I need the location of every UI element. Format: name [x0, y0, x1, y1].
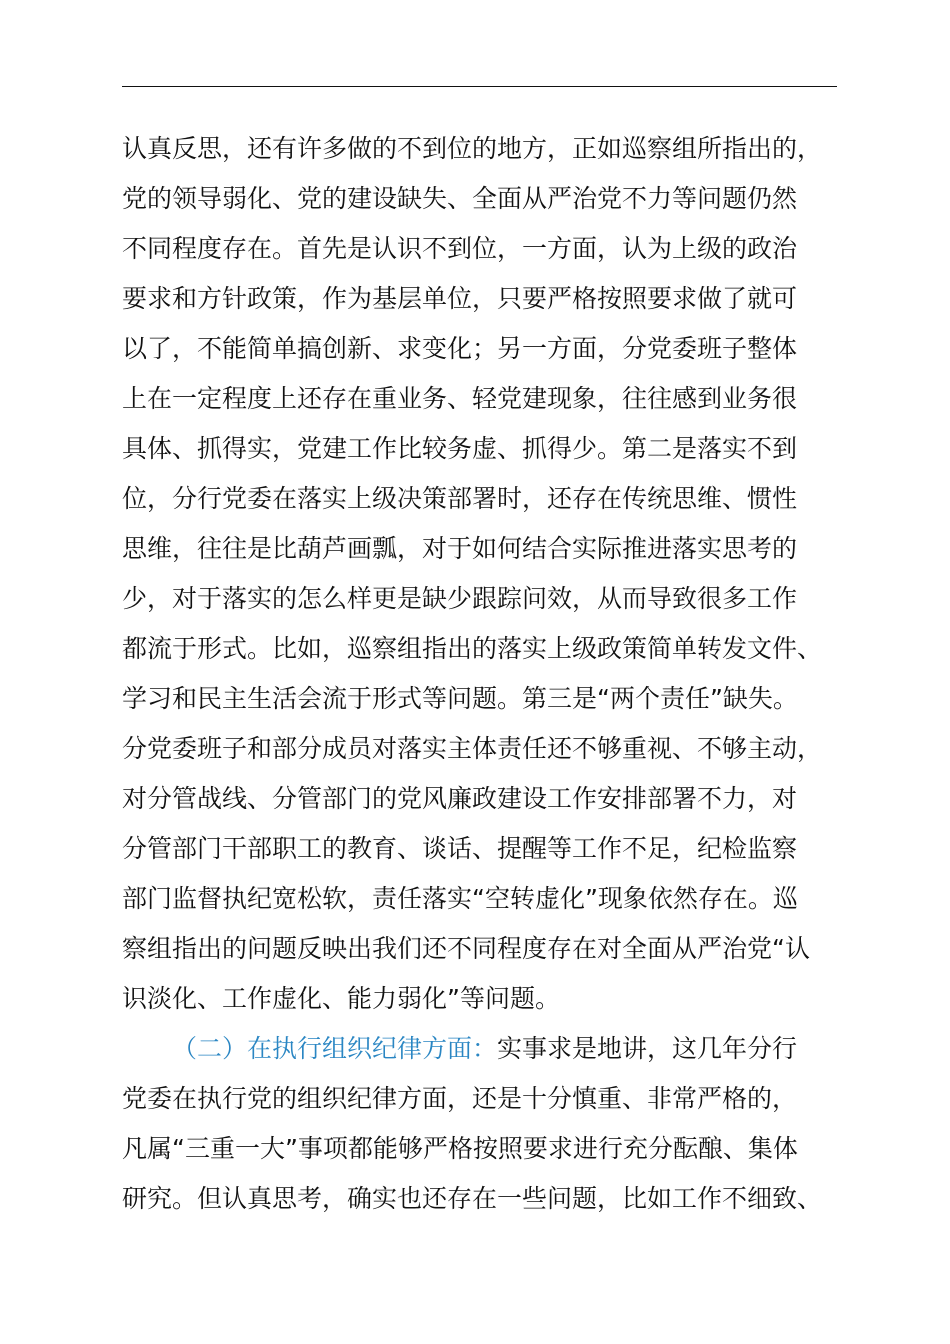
section-heading: （二）在执行组织纪律方面： [172, 1034, 498, 1063]
paragraph-line: 都流于形式。比如，巡察组指出的落实上级政策简单转发文件、 [122, 634, 823, 663]
paragraph-line: 认真反思，还有许多做的不到位的地方，正如巡察组所指出的， [122, 134, 823, 163]
paragraph-line: 上在一定程度上还存在重业务、轻党建现象，往往感到业务很 [122, 384, 798, 413]
section-first-line [122, 1024, 882, 1074]
paragraph-line: 不同程度存在。首先是认识不到位，一方面，认为上级的政治 [122, 234, 798, 263]
paragraph-line: 要求和方针政策，作为基层单位，只要严格按照要求做了就可 [122, 284, 798, 313]
paragraph-line: 思维，往往是比葫芦画瓢，对于如何结合实际推进落实思考的 [122, 534, 798, 563]
section-line-rest: 实事求是地讲，这几年分行 [497, 1034, 798, 1063]
section-line: 研究。但认真思考，确实也还存在一些问题，比如工作不细致、 [122, 1184, 823, 1213]
paragraph-line: 识淡化、工作虚化、能力弱化”等问题。 [122, 984, 560, 1013]
paragraph-line: 具体、抓得实，党建工作比较务虚、抓得少。第二是落实不到 [122, 434, 798, 463]
paragraph-line: 察组指出的问题反映出我们还不同程度存在对全面从严治党“认 [122, 934, 810, 963]
paragraph-line: 分党委班子和部分成员对落实主体责任还不够重视、不够主动， [122, 734, 823, 763]
section-line: 凡属“三重一大”事项都能够严格按照要求进行充分酝酿、集体 [122, 1134, 798, 1163]
section-line: 党委在执行党的组织纪律方面，还是十分慎重、非常严格的， [122, 1084, 798, 1113]
paragraph-line: 少，对于落实的怎么样更是缺少跟踪问效，从而导致很多工作 [122, 584, 798, 613]
paragraph-line: 以了，不能简单搞创新、求变化；另一方面，分党委班子整体 [122, 334, 798, 363]
paragraph-line: 对分管战线、分管部门的党风廉政建设工作安排部署不力，对 [122, 784, 798, 813]
paragraph-line: 部门监督执纪宽松软，责任落实“空转虚化”现象依然存在。巡 [122, 884, 798, 913]
header-rule [122, 86, 837, 87]
paragraph-line: 学习和民主生活会流于形式等问题。第三是“两个责任”缺失。 [122, 684, 798, 713]
paragraph-line: 位，分行党委在落实上级决策部署时，还存在传统思维、惯性 [122, 484, 798, 513]
body-text [122, 124, 882, 1224]
paragraph-line: 党的领导弱化、党的建设缺失、全面从严治党不力等问题仍然 [122, 184, 798, 213]
paragraph-line: 分管部门干部职工的教育、谈话、提醒等工作不足，纪检监察 [122, 834, 798, 863]
